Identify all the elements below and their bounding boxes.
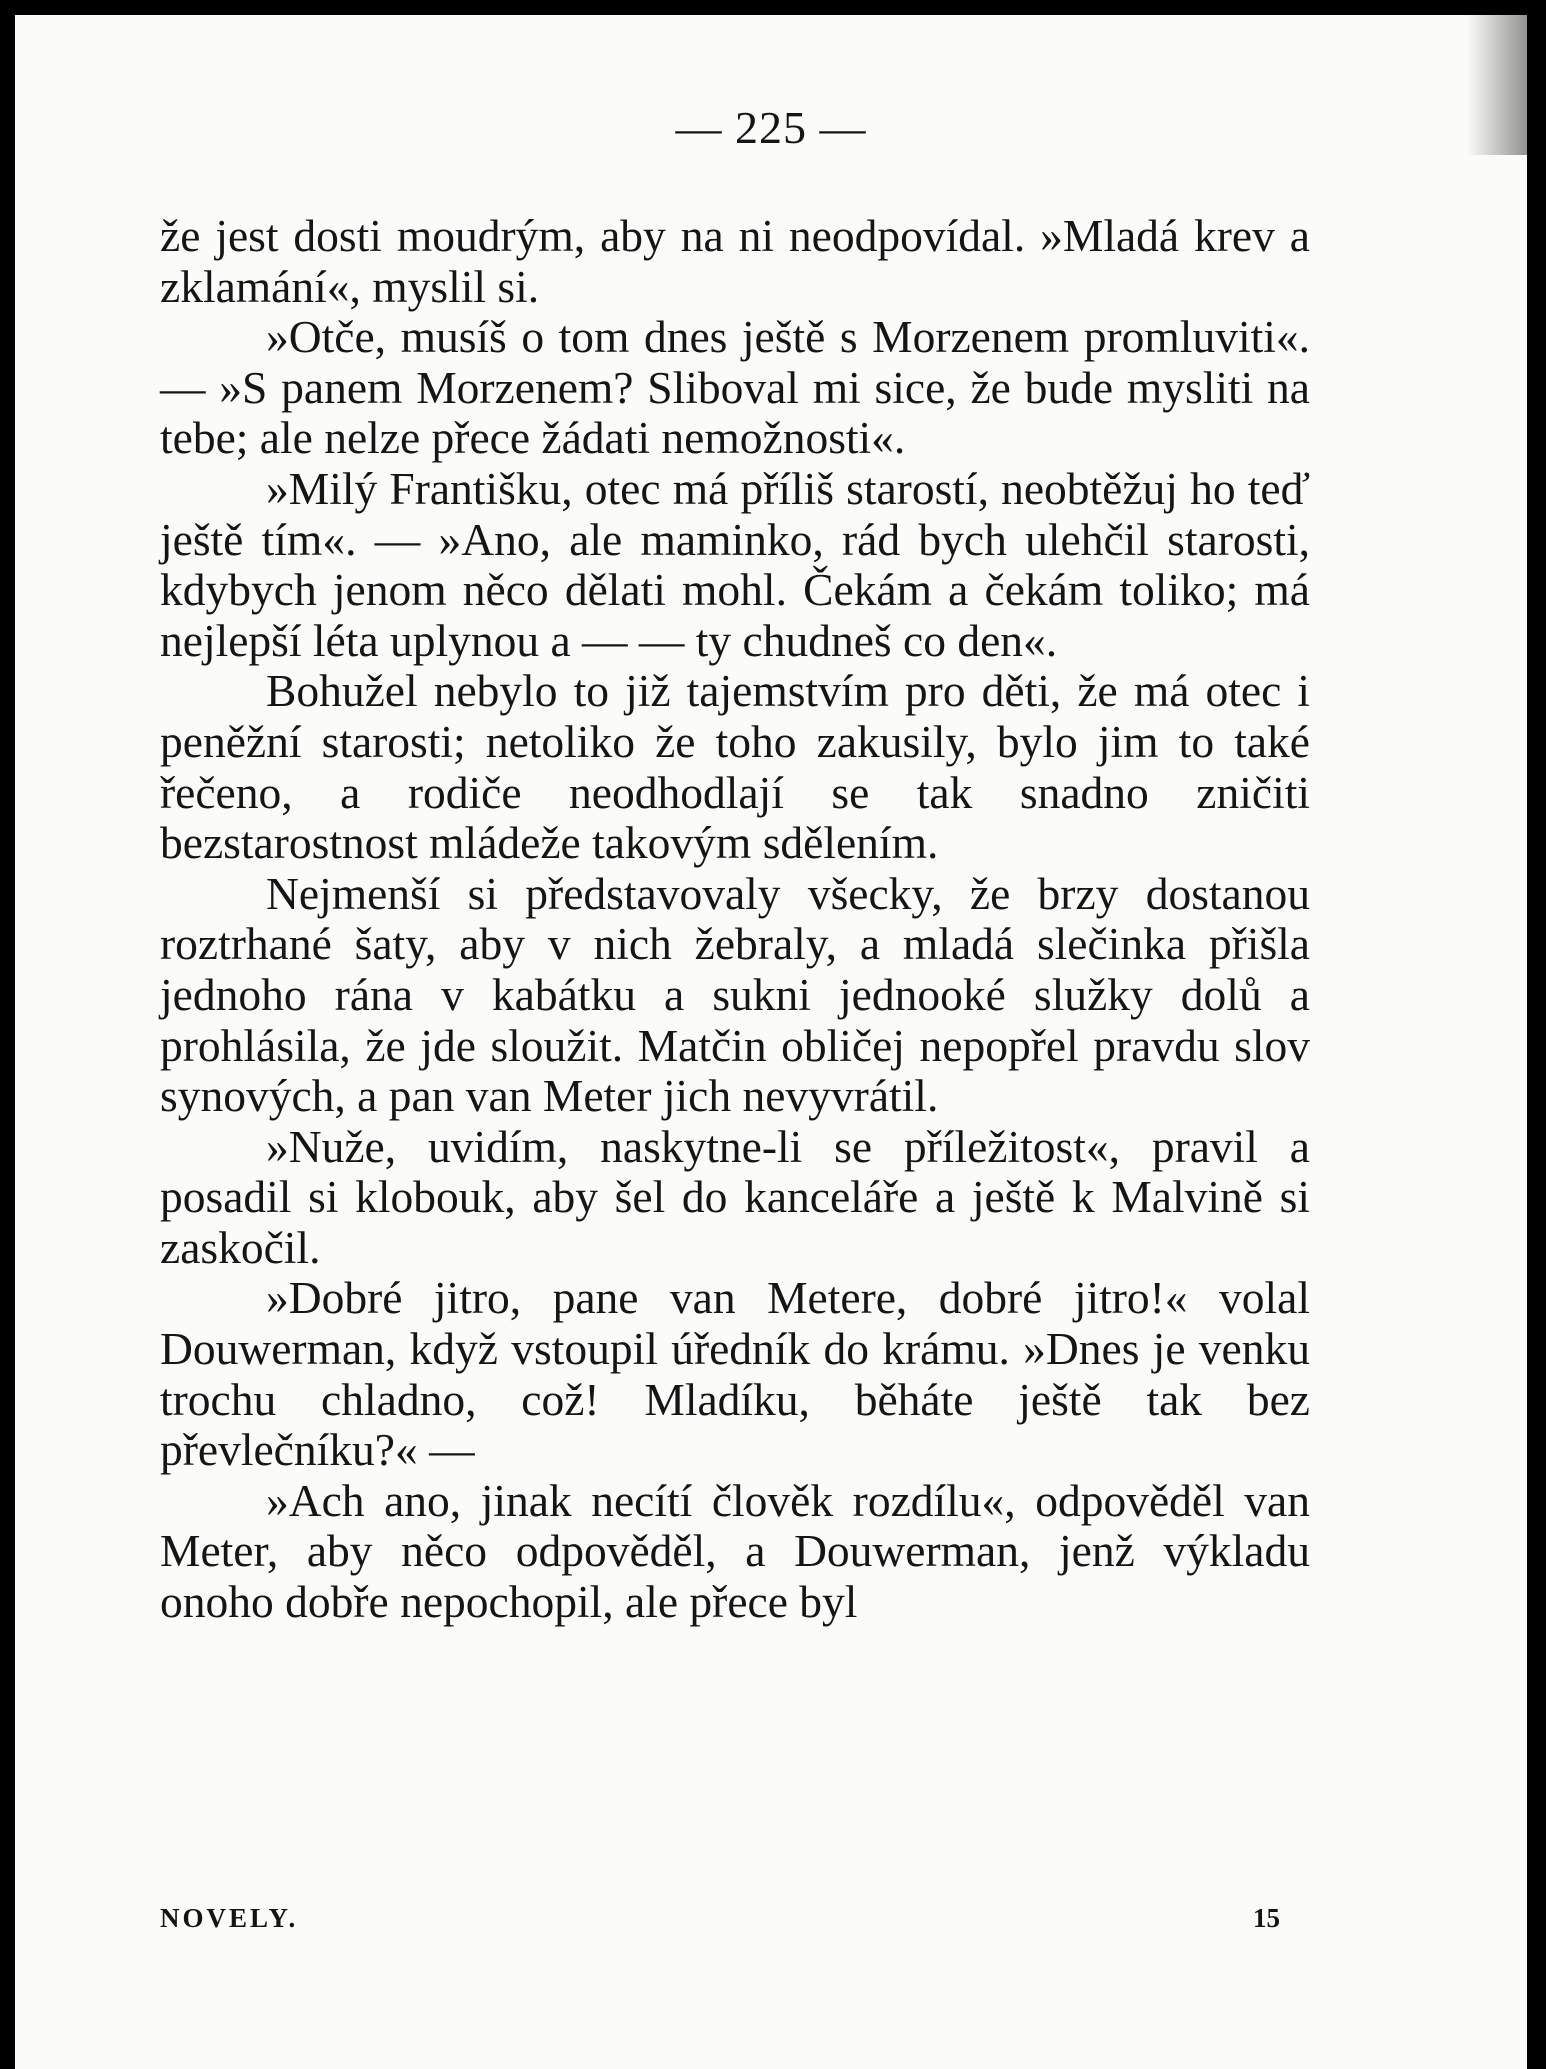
paragraph-4: Bohužel nebylo to již tajemstvím pro děti, že má otec i peněžní starosti; netoliko že toho zakusily, bylo jim to také řečeno, a rodiče neodhodlají se tak snadno zničiti bezstarostnost mládeže takovým sdělením. [160, 665, 1310, 869]
paragraph-5: Nejmenší si představovaly všecky, že brzy dostanou roztrhané šaty, aby v nich žebraly, a mladá slečinka přišla jednoho rána v kabátku a sukni jednooké služky dolů a prohlásila, že jde sloužit. Matčin obličej nepopřel pravdu slov synových, a pan van Meter jich nevyvrátil. [160, 867, 1310, 1122]
body-text [160, 211, 1310, 1628]
paragraph-7: »Dobré jitro, pane van Metere, dobré jitro!« volal Douwerman, když vstoupil úředník do krámu. »Dnes je venku trochu chladno, což! Mladíku, běháte ještě tak bez převlečníku?« — [160, 1272, 1310, 1476]
signature-mark-title: NOVELY. [160, 1903, 299, 1933]
paragraph-1: že jest dosti moudrým, aby na ni neodpovídal. »Mladá krev a zklamání«, myslil si. [160, 210, 1310, 312]
paragraph-3: »Milý Františku, otec má příliš starostí, neobtěžuj ho teď ještě tím«. — »Ano, ale maminko, rád bych ulehčil starosti, kdybych jenom něco dělati mohl. Čekám a čekám toliko; má nejlepší léta uplynou a — — ty chudneš co den«. [160, 462, 1310, 666]
book-page [15, 15, 1527, 2069]
paragraph-2: »Otče, musíš o tom dnes ještě s Morzenem promluviti«. — »S panem Morzenem? Sliboval mi sice, že bude mysliti na tebe; ale nelze přece žádati nemožnosti«. [160, 311, 1310, 464]
paragraph-8: »Ach ano, jinak necítí člověk rozdílu«, odpověděl van Meter, aby něco odpověděl, a Douwerman, jenž výkladu onoho dobře nepochopil, ale přece byl [160, 1474, 1310, 1628]
signature-mark-number: 15 [1253, 1903, 1280, 1933]
paragraph-6: »Nuže, uvidím, naskytne-li se příležitost«, pravil a posadil si klobouk, aby šel do kanceláře a ještě k Malvině si zaskočil. [160, 1120, 1310, 1273]
page-number: — 225 — [675, 102, 867, 153]
